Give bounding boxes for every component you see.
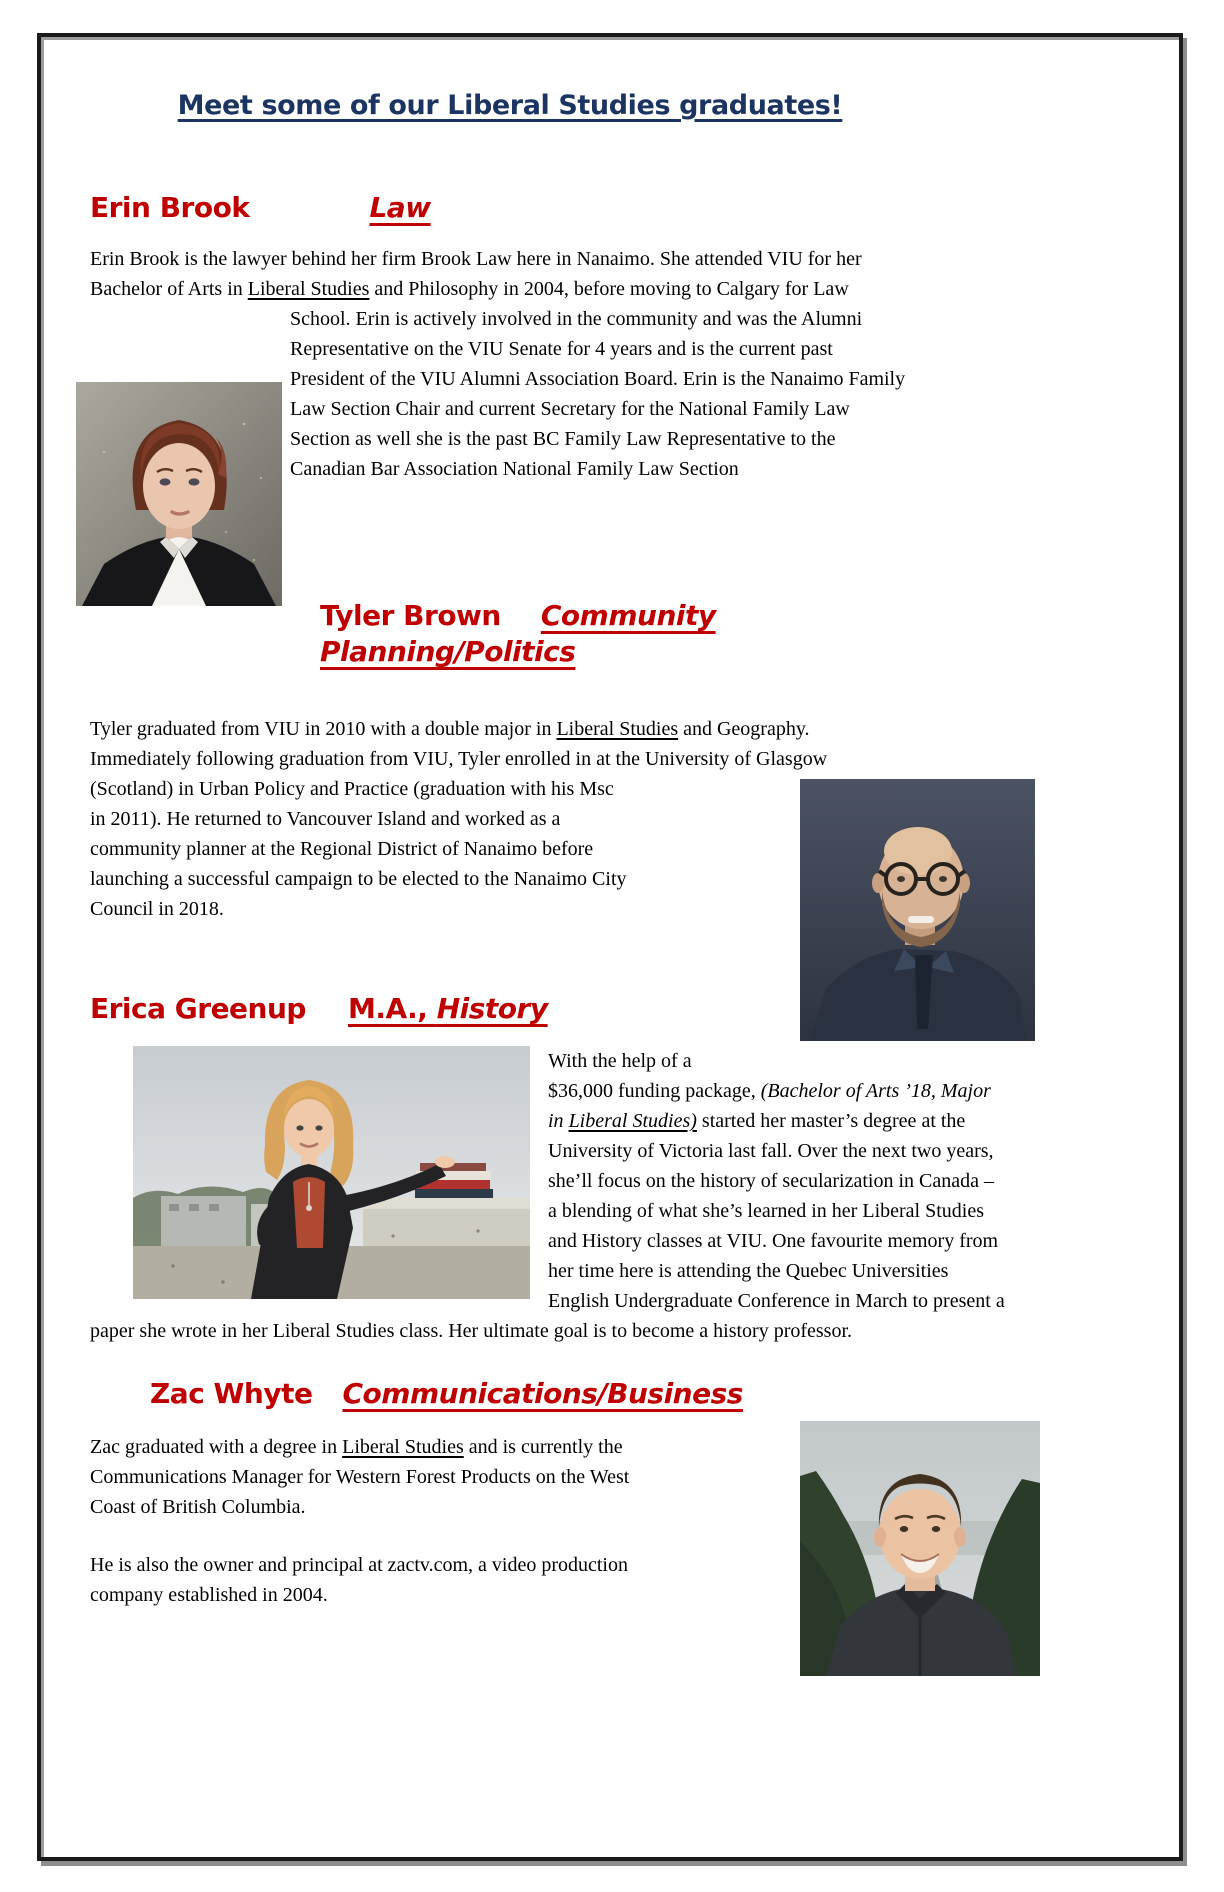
page-title: Meet some of our Liberal Studies graduates! <box>177 90 843 121</box>
field-subject: History <box>436 992 548 1025</box>
graduate-name: Tyler Brown <box>320 599 501 632</box>
section-heading-zac <box>150 1376 930 1412</box>
bio-text: (Scotland) in Urban Policy and Practice (graduation with his Msc in 2011). He returned to Vancouver Island and worked as a community planner at the Regional District of Nanaimo before launching a successful campaign to be elected to the Nanaimo City Council in 2018. <box>90 778 627 920</box>
section-erica-greenup <box>90 991 1005 1346</box>
graduate-field <box>348 992 548 1025</box>
bio-text: Zac graduated with a degree in Liberal Studies and is currently the Communications Manager for Western Forest Products on the West Coast of British Columbia. <box>90 1436 630 1518</box>
section-tyler-brown <box>90 598 930 1041</box>
section-zac-whyte <box>90 1376 930 1676</box>
graduate-bio <box>90 714 930 924</box>
graduate-field: Communications/Business <box>342 1377 743 1410</box>
section-heading-tyler <box>320 598 930 670</box>
bio-text: School. Erin is actively involved in the community and was the Alumni Representative on the VIU Senate for 4 years and is the current past President of the VIU Alumni Association Board. Erin is the Nanaimo Family Law Section Chair and current Secretary for the National Family Law Section as well she is the past BC Family Law Representative to the Canadian Bar Association National Family Law Section <box>290 308 906 480</box>
graduate-field: Law <box>369 191 431 224</box>
graduate-name: Zac Whyte <box>150 1377 313 1410</box>
section-erin-brook <box>90 190 930 610</box>
graduate-bio <box>90 244 930 484</box>
field-degree: M.A., <box>347 992 437 1025</box>
zac-whyte-photo <box>800 1421 1040 1676</box>
section-heading-erin <box>90 190 930 226</box>
bio-text: Tyler graduated from VIU in 2010 with a double major in Liberal Studies and Geography. Immediately following graduation from VIU, Tyler enrolled in at the University of Glasgow <box>90 718 828 770</box>
graduate-field: Community Planning/Politics <box>320 599 716 668</box>
graduate-name: Erica Greenup <box>90 992 306 1025</box>
page-content <box>90 88 1005 1676</box>
tyler-brown-photo <box>800 779 1035 1041</box>
bio-text: With the help of a $36,000 funding package, (Bachelor of Arts ’18, Major in Liberal Studies) started her master’s degree at the University of Victoria last fall. Over the next two years, she’ll focus on the history of secularization in Canada – a blending of what she’s learned in her Liberal Studies and History classes at VIU. One favourite memory from her time here is attending the Quebec Universities English Undergraduate Conference in March to present a paper she wrote in her Liberal Studies class. Her ultimate goal is to become a history professor. <box>90 1050 1005 1342</box>
graduate-name: Erin Brook <box>90 191 250 224</box>
bio-text: Erin Brook is the lawyer behind her firm Brook Law here in Nanaimo. She attended VIU for her Bachelor of Arts in Liberal Studies and Philosophy in 2004, before moving to Calgary for Law <box>90 248 862 300</box>
erica-greenup-photo <box>133 1046 530 1299</box>
erin-brook-photo <box>76 382 282 606</box>
bio-text: He is also the owner and principal at zactv.com, a video production company established in 2004. <box>90 1554 628 1606</box>
graduate-bio <box>90 1046 1090 1346</box>
